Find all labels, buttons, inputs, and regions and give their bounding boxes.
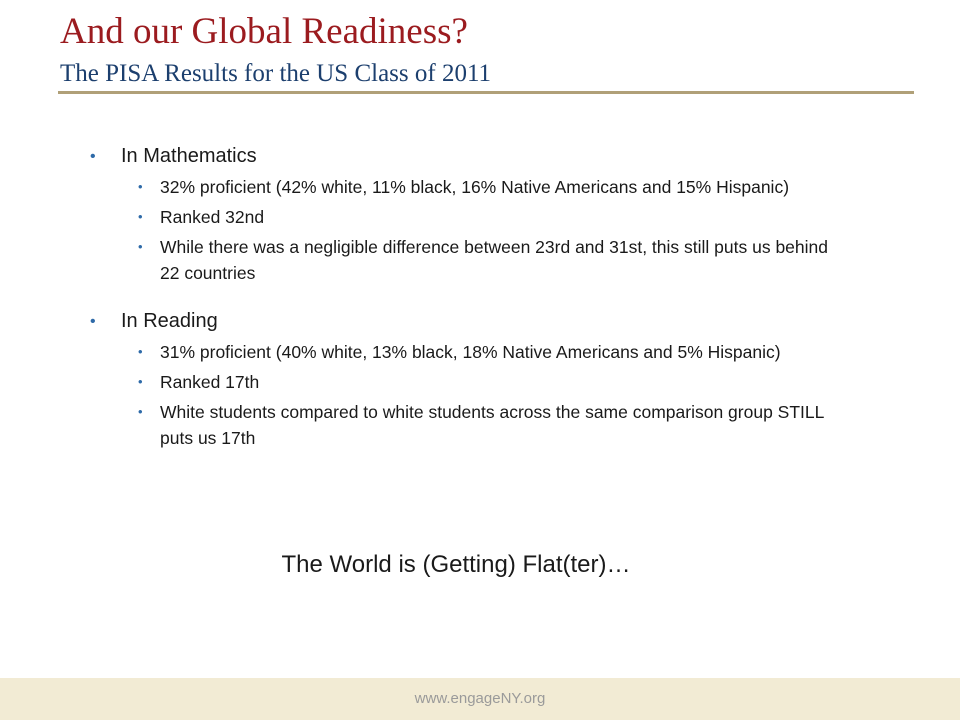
sub-bullet-item	[138, 339, 850, 365]
sub-bullet-text: White students compared to white students across the same comparison group STILL puts us 17th	[160, 402, 824, 448]
bullet-heading-reading	[90, 308, 890, 335]
sub-bullet-text: Ranked 17th	[160, 372, 260, 392]
title-divider	[58, 91, 914, 94]
bullet-dot-icon: •	[138, 344, 143, 359]
bullet-dot-icon: •	[138, 239, 143, 254]
bullet-heading-label: In Mathematics	[121, 145, 257, 167]
slide-tagline: The World is (Getting) Flat(ter)…	[281, 551, 631, 578]
sub-bullet-item	[138, 369, 850, 395]
bullet-list	[90, 143, 890, 451]
slide-title: And our Global Readiness?	[60, 11, 468, 52]
sub-bullet-text: 31% proficient (40% white, 13% black, 18% Native Americans and 5% Hispanic)	[160, 342, 781, 362]
bullet-dot-icon: •	[90, 148, 96, 165]
sub-bullet-text: While there was a negligible difference between 23rd and 31st, this still puts us behind 22 countries	[160, 237, 828, 283]
footer-bar	[0, 678, 960, 720]
sub-bullet-item	[138, 204, 850, 230]
slide-subtitle: The PISA Results for the US Class of 2011	[60, 60, 492, 87]
sub-bullet-item	[138, 399, 850, 451]
sub-bullet-text: 32% proficient (42% white, 11% black, 16% Native Americans and 15% Hispanic)	[160, 177, 790, 197]
section-spacer	[90, 286, 890, 308]
bullet-dot-icon: •	[138, 179, 143, 194]
bullet-dot-icon: •	[90, 313, 96, 330]
bullet-dot-icon: •	[138, 404, 143, 419]
bullet-dot-icon: •	[138, 374, 143, 389]
bullet-dot-icon: •	[138, 209, 143, 224]
sub-bullet-item	[138, 174, 850, 200]
sub-bullet-item	[138, 234, 850, 286]
bullet-heading-mathematics	[90, 143, 890, 170]
footer-url-link[interactable]: www.engageNY.org	[414, 690, 546, 707]
bullet-heading-label: In Reading	[121, 310, 218, 332]
sub-bullet-text: Ranked 32nd	[160, 207, 265, 227]
